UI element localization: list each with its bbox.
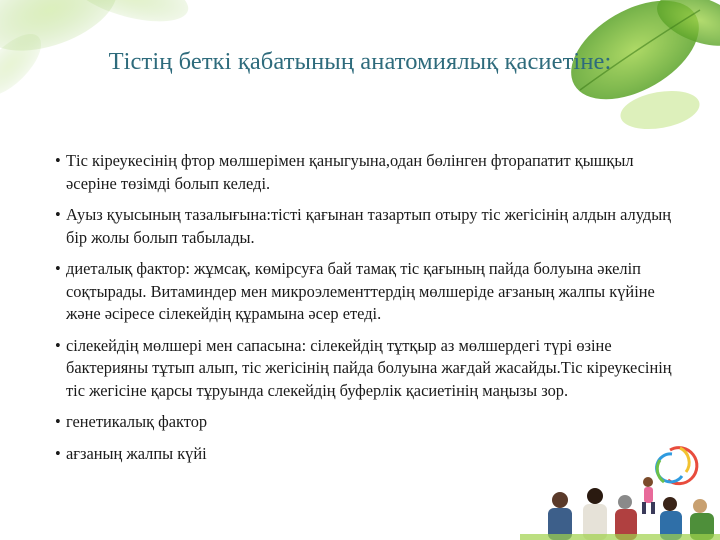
- list-item: [56, 335, 676, 403]
- bullet-marker: •: [55, 335, 61, 355]
- list-item: [56, 204, 676, 249]
- swirl-logo-icon: [657, 448, 697, 484]
- bullet-marker: •: [55, 443, 61, 463]
- bullet-marker: •: [55, 151, 61, 170]
- bullet-text: генетикалық фактор: [66, 412, 208, 431]
- slide-title: Тістің беткі қабатының анатомиялық қасиетіне:: [108, 48, 612, 75]
- bullet-text: диеталық фактор: жұмсақ, көмірсуға бай тамақ тіс қағының пайда болуына әкеліп соқтырады. Витаминдер мен микроэлементтердің мөлшеріде ағзаның жалпы күйіне және әсіресе сілекейдің құрамына әсер етеді.: [66, 259, 655, 323]
- bullet-text: Тіс кіреукесінің фтор мөлшерімен қаныгуына,одан бөлінген фторапатит қышқыл әсеріне төзімді болып келеді.: [66, 151, 634, 193]
- bullet-text: Ауыз қуысының тазалығына:тісті қағынан тазартып отыру тіс жегісінің алдын алудың бір жолы болып табылады.: [66, 205, 671, 247]
- bullet-marker: •: [55, 205, 61, 224]
- bullet-text: сілекейдің мөлшері мен сапасына: сілекейдің тұтқыр аз мөлшердегі түрі өзіне бактерияны тұтып алып, тіс жегісінің пайда болуына жағдай жасайды.Тіс кіреукесінің тіс жегісіне қарсы тұруында слекейдің буферлік қасиетінің маңызы зор.: [66, 335, 672, 400]
- bullet-marker: •: [55, 259, 61, 278]
- family-photo: [520, 430, 720, 540]
- list-item: [56, 258, 676, 326]
- bullet-list: [56, 150, 676, 474]
- list-item: [56, 150, 676, 195]
- bullet-marker: •: [55, 412, 61, 431]
- bullet-text: ағзаның жалпы күйі: [66, 443, 207, 463]
